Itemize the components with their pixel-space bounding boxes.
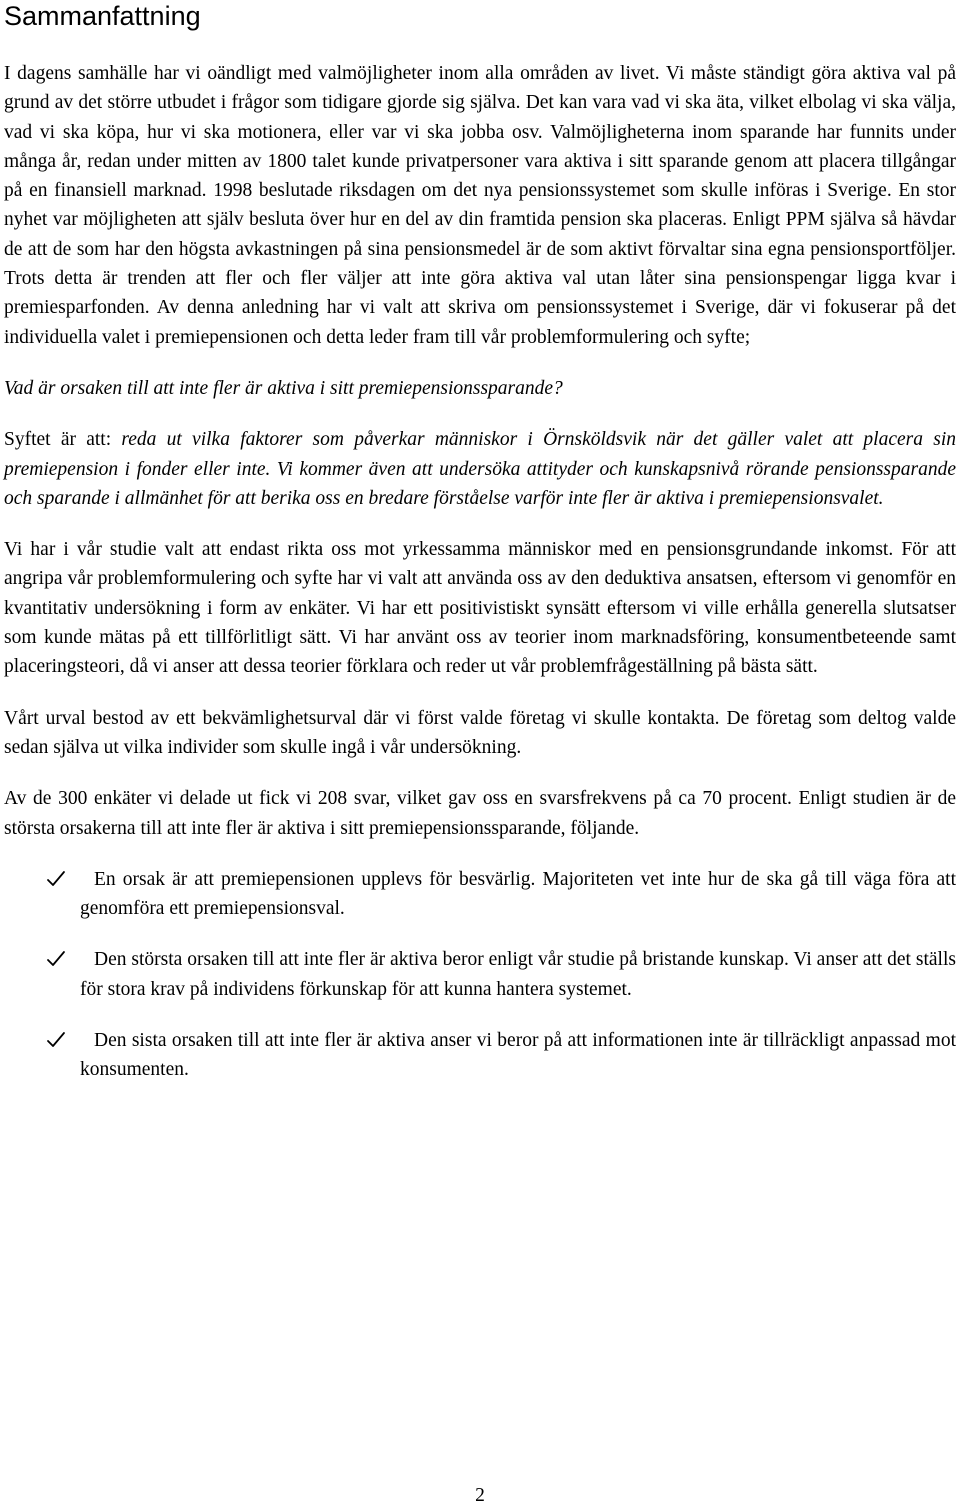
page-number: 2 (475, 1485, 485, 1506)
list-item (4, 865, 956, 924)
list-item-text: Den sista orsaken till att inte fler är aktiva anser vi beror på att informationen inte är tillräckligt anpassad mot konsumenten. (80, 1030, 956, 1081)
purpose-text: reda ut vilka faktorer som påverkar människor i Örnsköldsvik när det gäller valet att placera sin premiepension i fonder eller inte. Vi kommer även att undersöka attityder och kunskapsnivå rörande pensionssparande och sparande i allmänhet för att berika oss en bredare förståelse varför inte fler är aktiva i premiepensionsvalet. (4, 429, 956, 509)
findings-list (4, 865, 956, 1085)
checkmark-icon (46, 949, 66, 969)
checkmark-icon (46, 869, 66, 889)
research-question: Vad är orsaken till att inte fler är aktiva i sitt premiepensionssparande? (4, 377, 563, 399)
purpose-lead: Syftet är att: (4, 429, 122, 451)
list-item (4, 945, 956, 1004)
method-paragraph: Vi har i vår studie valt att endast rikta oss mot yrkessamma människor med en pensionsgrundande inkomst. För att angripa vår problemformulering och syfte har vi valt att använda oss av den deduktiva ansatsen, eftersom vi genomför en kvantitativ undersökning i form av enkäter. Vi har ett positivistiskt synsätt eftersom vi ville erhålla generella slutsatser som kunde mätas på ett tillförlitligt sätt. Vi har använt oss av teorier inom marknadsföring, konsumentbeteende samt placeringsteori, då vi anser att dessa teorier förklara och reder ut vår problemfrågeställning på bästa sätt. (4, 539, 956, 678)
checkmark-icon (46, 1030, 66, 1050)
list-item (4, 1026, 956, 1085)
purpose-paragraph (4, 425, 956, 513)
document-page (4, 0, 956, 1107)
intro-paragraph: I dagens samhälle har vi oändligt med valmöjligheter inom alla områden av livet. Vi måste ständigt göra aktiva val på grund av det större utbudet i frågor som tidigare gjorde sig själva. Det kan vara vad vi ska äta, vilket elbolag vi ska välja, vad vi ska köpa, hur vi ska motionera, eller var vi ska jobba osv. Valmöjligheterna inom sparande har funnits under många år, redan under mitten av 1800 talet kunde privatpersoner vara aktiva i sitt sparande genom att placera tillgångar på en finansiell marknad. 1998 beslutade riksdagen om det nya pensionssystemet som skulle införas i Sverige. En stor nyhet var möjligheten att själv besluta över hur en del av din framtida pension ska placeras. Enligt PPM själva så hävdar de att de som har den högsta avkastningen på sina pensionsmedel är de som aktivt förvaltar sina egna pensionsportföljer. Trots detta är trenden att fler och fler väljer att inte göra aktiva val utan låter sina pensionspengar ligga kvar i premiesparfonden. Av denna anledning har vi valt att skriva om pensionssystemet i Sverige, där vi fokuserar på det individuella valet i premiepensionen och detta leder fram till vår problemformulering och syfte; (4, 63, 956, 348)
sample-paragraph: Vårt urval bestod av ett bekvämlighetsurval där vi först valde företag vi skulle kontakta. De företag som deltog valde sedan själva ut vilka individer som skulle ingå i vår undersökning. (4, 707, 956, 758)
list-item-text: En orsak är att premiepensionen upplevs för besvärlig. Majoriteten vet inte hur de ska gå till väga föra att genomföra ett premiepensionsval. (80, 868, 956, 920)
list-item-text: Den största orsaken till att inte fler är aktiva beror enligt vår studie på bristande kunskap. Vi anser att det ställs för stora krav på individens förkunskap för att kunna hantera systemet. (80, 949, 956, 1000)
results-paragraph: Av de 300 enkäter vi delade ut fick vi 208 svar, vilket gav oss en svarsfrekvens på ca 70 procent. Enligt studien är de största orsakerna till att inte fler är aktiva i sitt premiepensionssparande, följande. (4, 788, 956, 839)
page-title: Sammanfattning (4, 1, 201, 31)
